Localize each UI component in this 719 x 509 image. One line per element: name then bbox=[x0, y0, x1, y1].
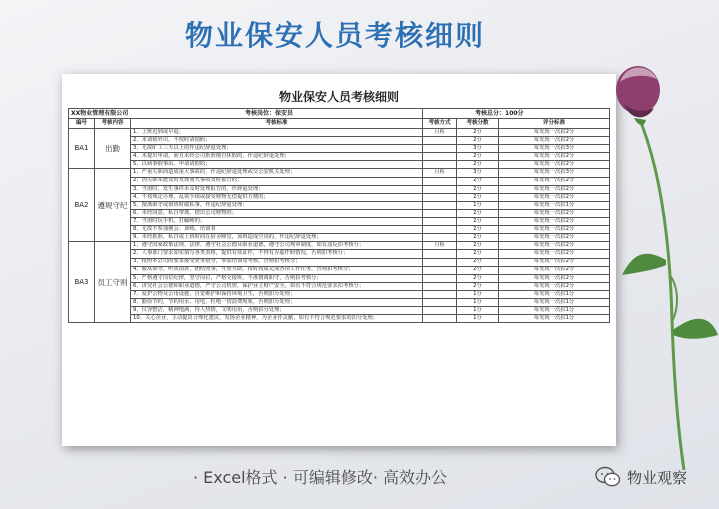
table-row bbox=[69, 307, 610, 315]
method-cell bbox=[423, 250, 457, 258]
doc-title: 物业保安人员考核细则 bbox=[278, 90, 399, 104]
group-code: BA1 bbox=[69, 129, 95, 169]
table-row bbox=[69, 258, 610, 266]
score-cell: 2分 bbox=[457, 242, 499, 250]
rule-cell: 每发现一次扣2分 bbox=[499, 161, 610, 169]
score-cell: 2分 bbox=[457, 209, 499, 217]
total-score: 考核总分：100分 bbox=[423, 109, 610, 119]
score-cell: 3分 bbox=[457, 169, 499, 177]
rule-cell: 每发现一次扣2分 bbox=[499, 234, 610, 242]
rule-cell: 每发现一次扣2分 bbox=[499, 282, 610, 290]
table-row bbox=[69, 201, 610, 209]
standard-cell: 3、按照本公司的要求接受业务指导，参加培训及考核，否则扣考核分； bbox=[131, 258, 423, 266]
rule-cell: 每发现一次扣2分 bbox=[499, 209, 610, 217]
standard-cell: 3、无故旷工三天以上的作违纪辞退处理； bbox=[131, 145, 423, 153]
col-header-method: 考核方式 bbox=[423, 119, 457, 129]
col-header-score: 考核分数 bbox=[457, 119, 499, 129]
standard-cell: 3、当值时，发生事件未及时处理报告的，作辞退处理； bbox=[131, 185, 423, 193]
rule-cell: 每发现一次扣2分 bbox=[499, 129, 610, 137]
col-header-rule: 评分标准 bbox=[499, 119, 610, 129]
standard-cell: 6、未经同意，私自带离、借出公司财物的； bbox=[131, 209, 423, 217]
standard-cell: 9、未经批准，私自或上班时间在宿舍睡觉，顶班造成空岗的，作违纪辞退处理； bbox=[131, 234, 423, 242]
score-cell: 2分 bbox=[457, 177, 499, 185]
col-header-content: 考核内容 bbox=[95, 119, 131, 129]
table-row bbox=[69, 145, 610, 153]
score-cell: 2分 bbox=[457, 153, 499, 161]
rule-cell: 每发现一次扣2分 bbox=[499, 226, 610, 234]
method-cell bbox=[423, 137, 457, 145]
method-cell bbox=[423, 226, 457, 234]
score-cell: 2分 bbox=[457, 129, 499, 137]
table-row bbox=[69, 218, 610, 226]
score-cell: 2分 bbox=[457, 193, 499, 201]
rule-cell: 每发现一次扣2分 bbox=[499, 153, 610, 161]
score-cell: 2分 bbox=[457, 266, 499, 274]
method-cell bbox=[423, 234, 457, 242]
rule-cell: 每发现一次扣2分 bbox=[499, 250, 610, 258]
assessment-table bbox=[68, 108, 610, 323]
brand-name: 物业观察 bbox=[627, 468, 688, 487]
company-cell bbox=[69, 109, 423, 119]
table-row bbox=[69, 250, 610, 258]
table-row bbox=[69, 129, 610, 137]
standard-cell: 2、因失职未能及时发现重大事故及时报告的； bbox=[131, 177, 423, 185]
rule-cell: 每发现一次扣2分 bbox=[499, 274, 610, 282]
table-row bbox=[69, 242, 610, 250]
rule-cell: 每发现一次扣1分 bbox=[499, 290, 610, 298]
rose-decoration bbox=[600, 60, 719, 480]
score-cell: 1分 bbox=[457, 307, 499, 315]
standard-cell: 10、关心企业，主动提出合理化建议，发扬企业精神，为企业作贡献，如有不符合规范要求的扣分处理； bbox=[131, 315, 423, 323]
col-header-standard: 考核标准 bbox=[131, 119, 423, 129]
score-cell: 3分 bbox=[457, 145, 499, 153]
standard-cell: 9、仪容整洁，精神饱满，待人热情，文明用语，否则扣分处理； bbox=[131, 307, 423, 315]
method-cell bbox=[423, 161, 457, 169]
standard-cell: 1、上班迟到或早退； bbox=[131, 129, 423, 137]
group-category: 员工守则 bbox=[95, 242, 131, 323]
table-row bbox=[69, 193, 610, 201]
rule-cell: 每发现一次扣2分 bbox=[499, 266, 610, 274]
rule-cell: 每发现一次扣2分 bbox=[499, 177, 610, 185]
table-row bbox=[69, 274, 610, 282]
method-cell bbox=[423, 209, 457, 217]
method-cell: 月检 bbox=[423, 242, 457, 250]
company-name: XX物业管理有限公司 bbox=[71, 109, 129, 117]
standard-cell: 1、遵守国家政策法规、法律、遵守社会公德及职业道德，遵守公司规章制度，如有违反扣考核分； bbox=[131, 242, 423, 250]
standard-cell: 1、严重失职而造成重大事故的，作违纪辞退处理或交公安机关处理； bbox=[131, 169, 423, 177]
standard-cell: 7、当值时玩手机，打瞌睡的； bbox=[131, 218, 423, 226]
rule-cell: 每发现一次扣1分 bbox=[499, 315, 610, 323]
method-cell bbox=[423, 218, 457, 226]
method-cell bbox=[423, 177, 457, 185]
score-cell: 2分 bbox=[457, 161, 499, 169]
table-row bbox=[69, 137, 610, 145]
standard-cell: 5、严格遵守岗位纪律，坚守岗位，严格交接班，不准擅离职守，否则扣考核分； bbox=[131, 274, 423, 282]
score-cell: 1分 bbox=[457, 315, 499, 323]
info-row bbox=[69, 109, 610, 119]
group-code: BA3 bbox=[69, 242, 95, 323]
brand-badge bbox=[595, 466, 687, 488]
wechat-icon bbox=[595, 466, 621, 488]
rule-cell: 每发现一次扣3分 bbox=[499, 145, 610, 153]
score-cell: 2分 bbox=[457, 218, 499, 226]
document-sheet bbox=[62, 74, 616, 446]
score-cell: 2分 bbox=[457, 282, 499, 290]
table-row bbox=[69, 266, 610, 274]
header-row bbox=[69, 119, 610, 129]
method-cell bbox=[423, 298, 457, 306]
method-cell bbox=[423, 290, 457, 298]
method-cell bbox=[423, 185, 457, 193]
score-cell: 2分 bbox=[457, 274, 499, 282]
score-cell: 2分 bbox=[457, 185, 499, 193]
standard-cell: 2、未请假外出，不按时请销假； bbox=[131, 137, 423, 145]
table-row bbox=[69, 282, 610, 290]
group-code: BA2 bbox=[69, 169, 95, 242]
rule-cell: 每发现一次扣1分 bbox=[499, 201, 610, 209]
standard-cell: 7、爱护公物及公用设施，自觉维护和保持环境卫生，否则扣分处理； bbox=[131, 290, 423, 298]
method-cell bbox=[423, 145, 457, 153]
standard-cell: 8、勤俭节约，节约用水、用电，杜绝一切浪费现象，否则扣分处理； bbox=[131, 298, 423, 306]
method-cell bbox=[423, 193, 457, 201]
banner-title: 物业保安人员考核细则 bbox=[184, 19, 485, 52]
rule-cell: 每发现一次扣2分 bbox=[499, 258, 610, 266]
score-cell: 2分 bbox=[457, 234, 499, 242]
table-row bbox=[69, 177, 610, 185]
rule-cell: 每发现一次扣2分 bbox=[499, 218, 610, 226]
position-label: 考核岗位：保安员 bbox=[245, 109, 294, 117]
method-cell bbox=[423, 201, 457, 209]
score-cell: 1分 bbox=[457, 298, 499, 306]
table-row bbox=[69, 290, 610, 298]
standard-cell: 5、擅离职守或值班时做私事，作违纪辞退处理； bbox=[131, 201, 423, 209]
group-category: 遵规守纪 bbox=[95, 169, 131, 242]
table-row bbox=[69, 234, 610, 242]
standard-cell: 6、讲究社会公德和职业道德，严守公司机密，保护业主财产安全，如有不符合规范要求扣考核分； bbox=[131, 282, 423, 290]
rule-cell: 每发现一次扣2分 bbox=[499, 193, 610, 201]
method-cell bbox=[423, 282, 457, 290]
table-row bbox=[69, 153, 610, 161]
method-cell bbox=[423, 307, 457, 315]
rule-cell: 每发现一次扣3分 bbox=[499, 169, 610, 177]
table-row bbox=[69, 169, 610, 177]
score-cell: 1分 bbox=[457, 290, 499, 298]
table-row bbox=[69, 315, 610, 323]
method-cell bbox=[423, 274, 457, 282]
score-cell: 2分 bbox=[457, 250, 499, 258]
standard-cell: 5、以病事假事由，申请请假的； bbox=[131, 161, 423, 169]
score-cell: 2分 bbox=[457, 258, 499, 266]
method-cell bbox=[423, 315, 457, 323]
table-row bbox=[69, 226, 610, 234]
footer-caption: · Excel格式 · 可编辑修改· 高效办公 bbox=[193, 468, 447, 487]
rule-cell: 每发现一次扣1分 bbox=[499, 307, 610, 315]
standard-cell: 4、未提出申请，而且未经公司批准擅自休假的，作违纪辞退处理； bbox=[131, 153, 423, 161]
standard-cell: 4、服从领导，听从指挥，团结同事，互帮互助，按时按质完成各项工作任务，否则扣考核分； bbox=[131, 266, 423, 274]
group-category: 出勤 bbox=[95, 129, 131, 169]
table-row bbox=[69, 209, 610, 217]
rule-cell: 每发现一次扣2分 bbox=[499, 137, 610, 145]
table-row bbox=[69, 298, 610, 306]
standard-cell: 8、无故不参加例会、训练、培训者 bbox=[131, 226, 423, 234]
method-cell bbox=[423, 258, 457, 266]
col-header-code: 编号 bbox=[69, 119, 95, 129]
method-cell bbox=[423, 266, 457, 274]
method-cell bbox=[423, 153, 457, 161]
score-cell: 1分 bbox=[457, 201, 499, 209]
rule-cell: 每发现一次扣2分 bbox=[499, 242, 610, 250]
table-row bbox=[69, 185, 610, 193]
score-cell: 2分 bbox=[457, 137, 499, 145]
table-row bbox=[69, 161, 610, 169]
score-cell: 2分 bbox=[457, 226, 499, 234]
standard-cell: 2、人事部门要求如实填写各类表格，提供有效证件，不得有弄虚作假情况，否则扣考核分； bbox=[131, 250, 423, 258]
rule-cell: 每发现一次扣2分 bbox=[499, 185, 610, 193]
standard-cell: 4、不按规定办理，乱领手续或接受财物无偿提供方便的； bbox=[131, 193, 423, 201]
method-cell: 月检 bbox=[423, 129, 457, 137]
method-cell: 月检 bbox=[423, 169, 457, 177]
rule-cell: 每发现一次扣1分 bbox=[499, 298, 610, 306]
